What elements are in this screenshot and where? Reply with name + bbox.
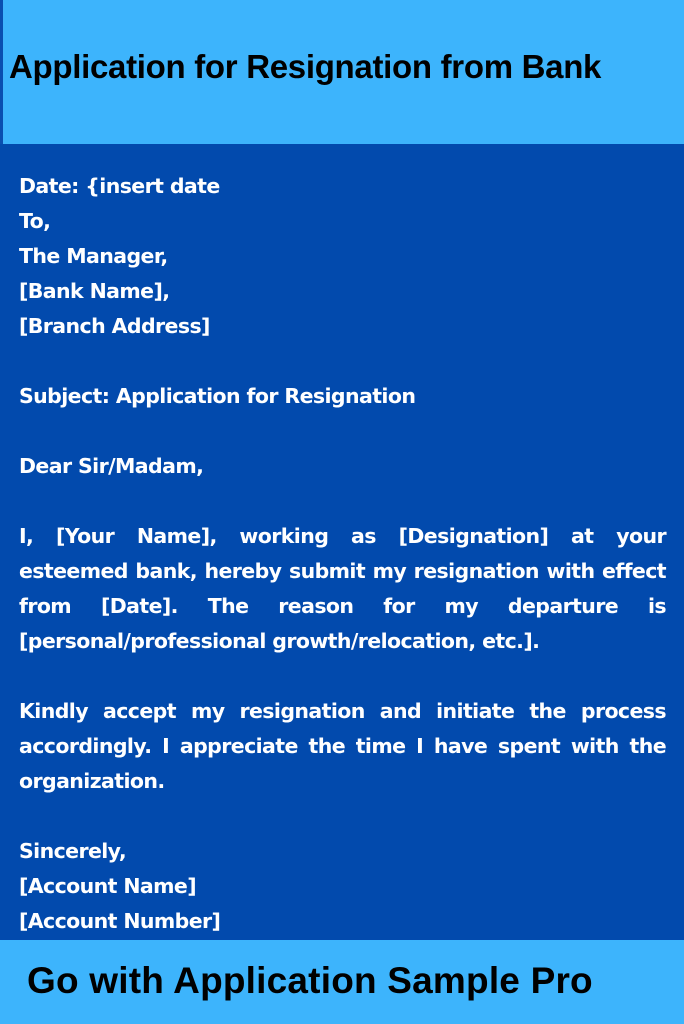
letter-content [19, 169, 666, 939]
closing-line: Sincerely, [19, 839, 127, 863]
page-title: Application for Resignation from Bank [9, 48, 602, 85]
bank-name-line: [Bank Name], [19, 279, 170, 303]
subject-line: Subject: Application for Resignation [19, 384, 416, 408]
to-line: To, [19, 209, 51, 233]
footer-banner [0, 940, 684, 1024]
spacer [19, 344, 666, 379]
date-line: Date: {insert date [19, 174, 220, 198]
body-paragraph-1: I, [Your Name], working as [Designation] at your esteemed bank, hereby submit my resignation with effect from [Date]. The reason for my departure is [personal/professional growth/relocation, etc.]. [19, 524, 666, 653]
account-name-line: [Account Name] [19, 874, 196, 898]
footer-title: Go with Application Sample Pro [27, 960, 593, 1001]
body-paragraph-2: Kindly accept my resignation and initiate the process accordingly. I appreciate the time I have spent with the organization. [19, 699, 666, 793]
salutation-line: Dear Sir/Madam, [19, 454, 204, 478]
letter-body [0, 144, 684, 940]
branch-address-line: [Branch Address] [19, 314, 210, 338]
spacer [19, 799, 666, 834]
recipient-line: The Manager, [19, 244, 168, 268]
spacer [19, 414, 666, 449]
spacer [19, 659, 666, 694]
header-banner [0, 0, 684, 144]
spacer [19, 484, 666, 519]
account-number-line: [Account Number] [19, 909, 221, 933]
